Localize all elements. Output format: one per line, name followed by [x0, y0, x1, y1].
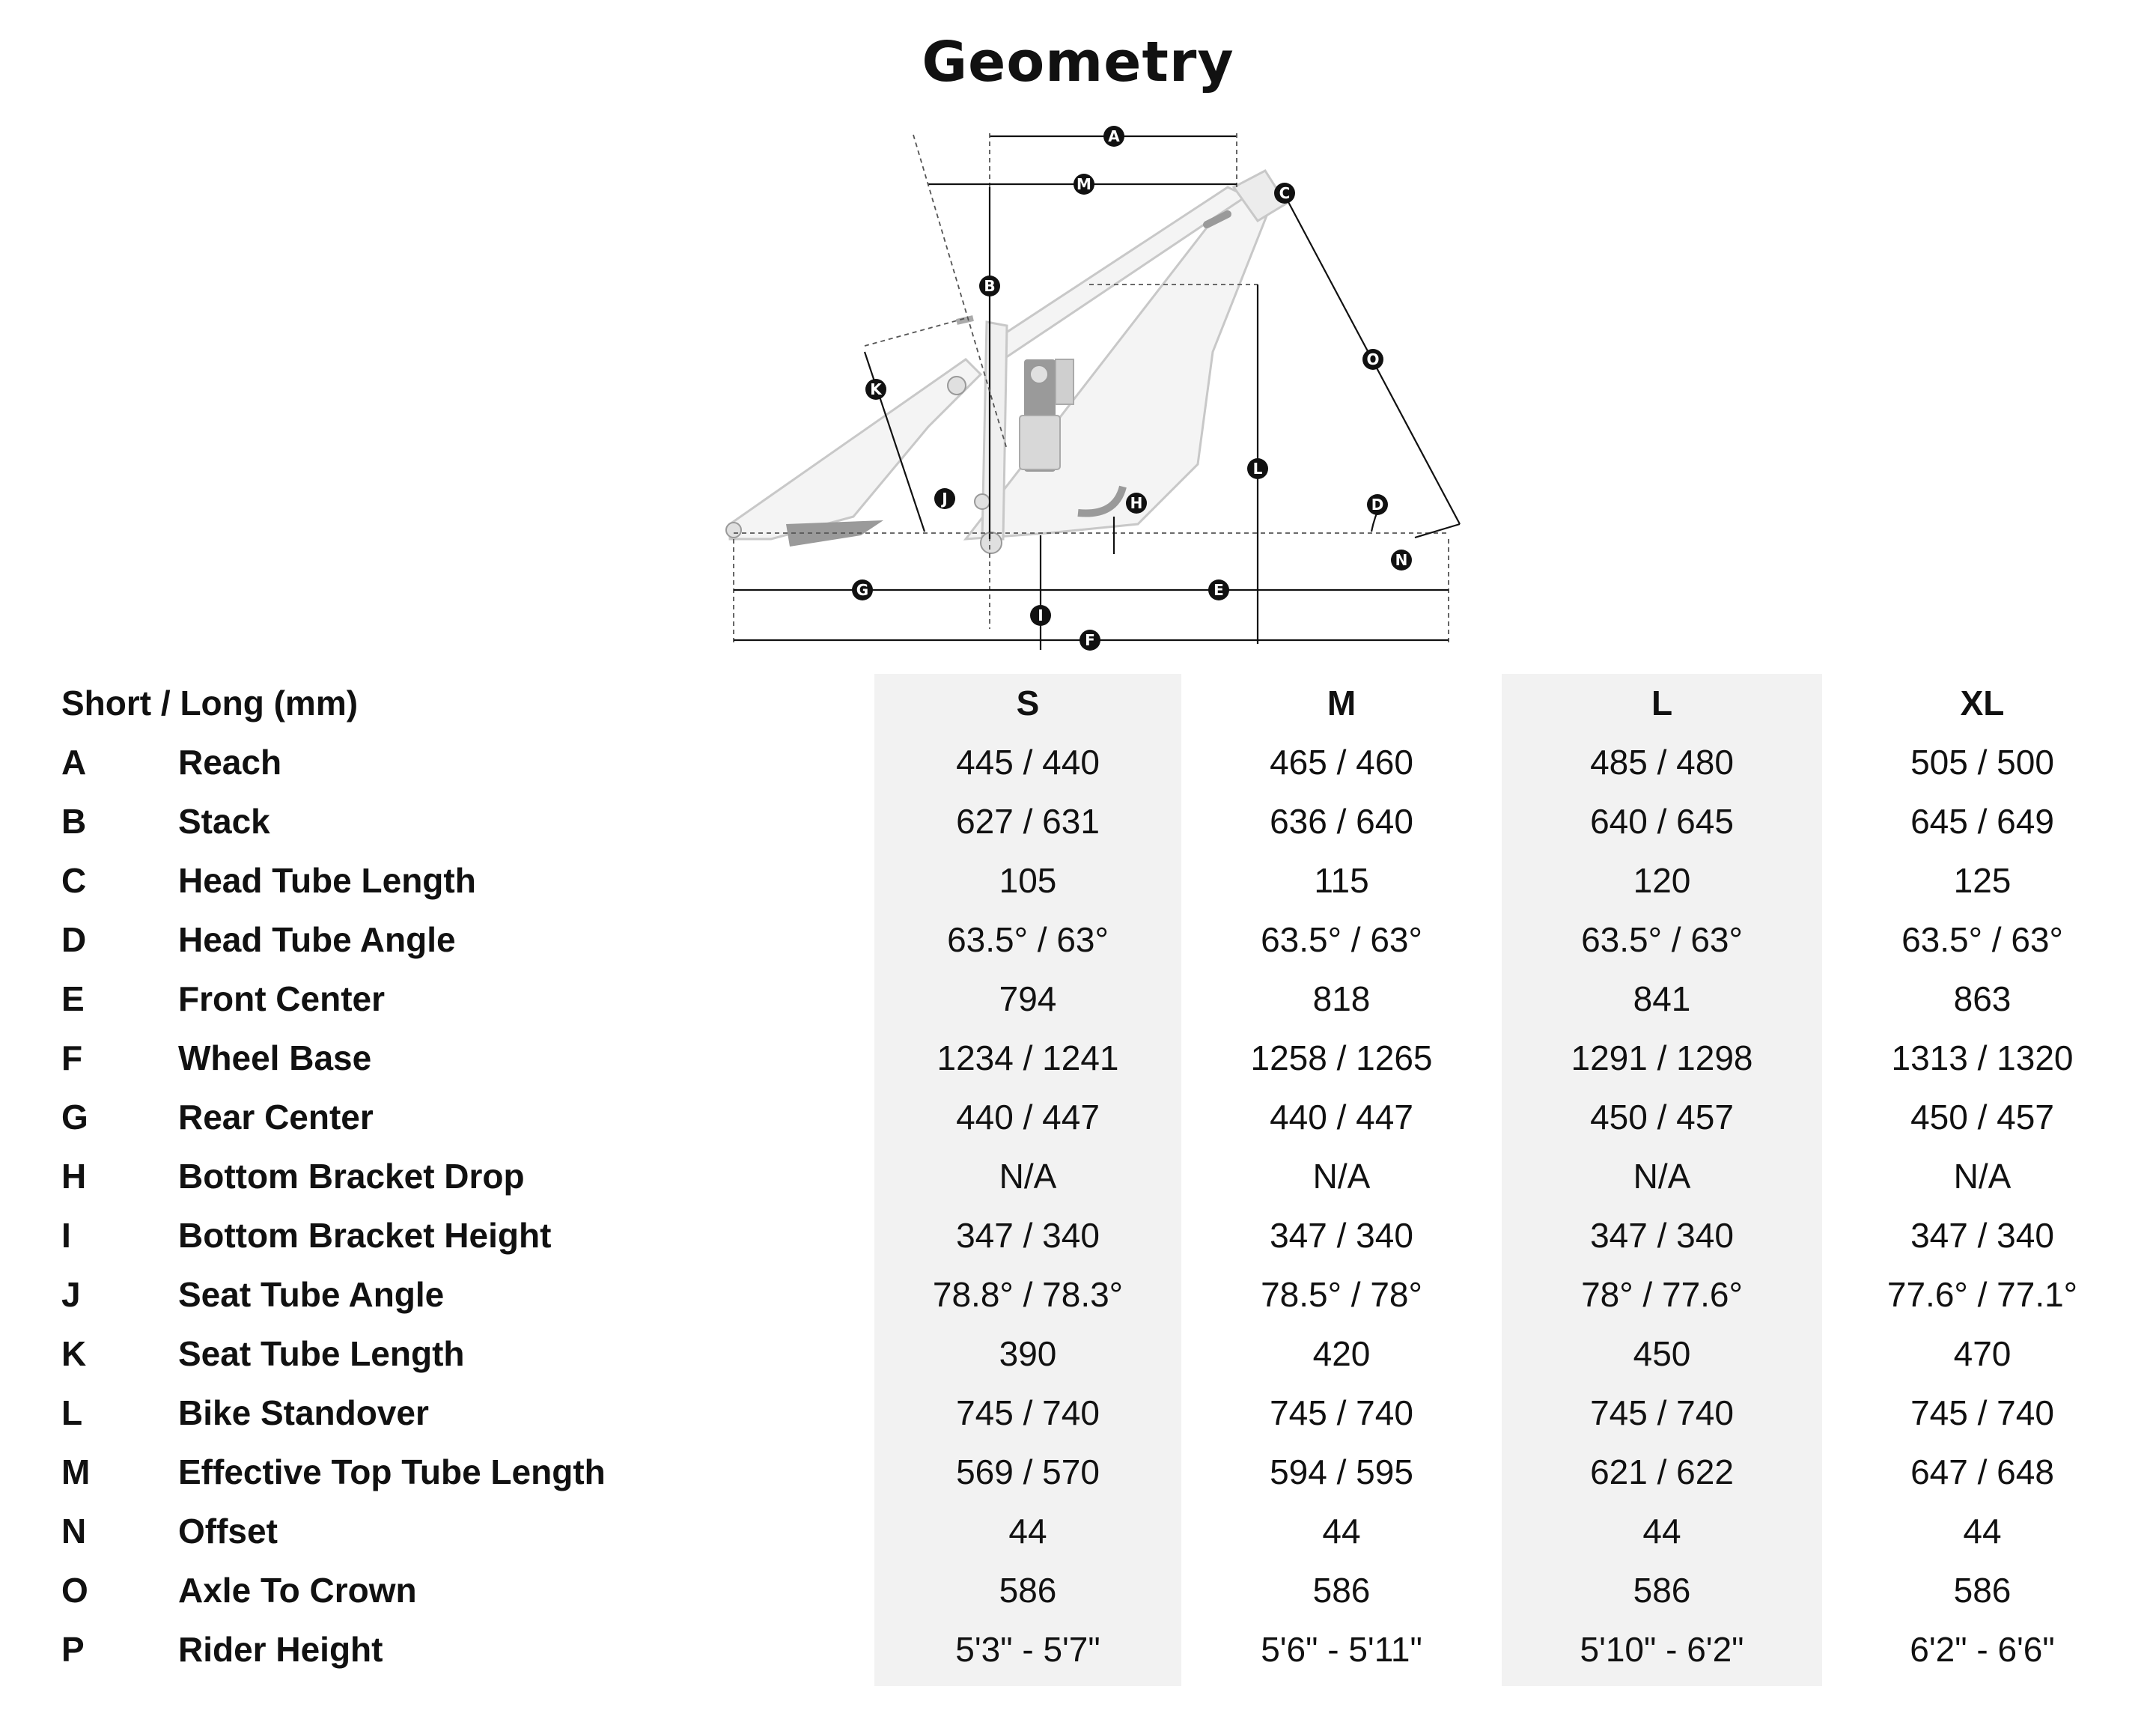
table-row: [0, 1088, 2156, 1147]
page-title: Geometry: [922, 30, 1234, 94]
row-value-m: 594 / 595: [1270, 1452, 1413, 1491]
row-measurement-name: Head Tube Angle: [178, 920, 456, 959]
row-value-l: 621 / 622: [1590, 1452, 1734, 1491]
row-value-l: 44: [1642, 1512, 1681, 1551]
row-letter: I: [61, 1216, 71, 1255]
row-value-s: 5'3" - 5'7": [955, 1630, 1100, 1669]
row-measurement-name: Rider Height: [178, 1630, 383, 1669]
row-value-s: 1234 / 1241: [937, 1038, 1119, 1077]
row-value-s: 63.5° / 63°: [947, 920, 1109, 959]
table-row: [0, 1561, 2156, 1620]
row-measurement-name: Bottom Bracket Drop: [178, 1157, 525, 1196]
row-value-l: 586: [1633, 1571, 1691, 1610]
table-row: [0, 1324, 2156, 1384]
row-letter: M: [61, 1452, 91, 1491]
table-row: [0, 1443, 2156, 1502]
svg-text:O: O: [1366, 350, 1380, 368]
row-value-s: N/A: [999, 1157, 1057, 1196]
row-letter: B: [61, 802, 87, 841]
table-row: [0, 1502, 2156, 1561]
row-measurement-name: Effective Top Tube Length: [178, 1452, 606, 1491]
row-letter: H: [61, 1157, 87, 1196]
row-value-s: 569 / 570: [956, 1452, 1100, 1491]
row-value-s: 794: [999, 979, 1057, 1018]
svg-text:H: H: [1130, 494, 1143, 512]
badge-g-icon: [852, 579, 873, 600]
row-value-xl: N/A: [1953, 1157, 2012, 1196]
row-value-xl: 6'2" - 6'6": [1910, 1630, 2055, 1669]
row-value-l: 450 / 457: [1590, 1098, 1734, 1137]
table-row: [0, 792, 2156, 851]
row-letter: P: [61, 1630, 85, 1669]
row-value-s: 44: [1008, 1512, 1047, 1551]
row-letter: F: [61, 1038, 83, 1077]
svg-text:F: F: [1085, 631, 1095, 649]
row-value-xl: 125: [1953, 861, 2012, 900]
row-letter: A: [61, 743, 87, 782]
badge-a-icon: [1103, 126, 1124, 147]
svg-text:E: E: [1213, 581, 1224, 599]
row-value-m: 440 / 447: [1270, 1098, 1413, 1137]
row-measurement-name: Reach: [178, 743, 282, 782]
badge-i-icon: [1030, 605, 1051, 626]
row-value-xl: 63.5° / 63°: [1901, 920, 2063, 959]
svg-text:I: I: [1038, 606, 1044, 624]
row-measurement-name: Bike Standover: [178, 1393, 429, 1432]
row-value-xl: 347 / 340: [1910, 1216, 2054, 1255]
table-row: [0, 970, 2156, 1029]
bike-frame-illustration: [726, 171, 1286, 553]
badge-h-icon: [1126, 493, 1147, 514]
svg-text:M: M: [1077, 175, 1091, 193]
row-measurement-name: Seat Tube Length: [178, 1334, 465, 1373]
row-letter: J: [61, 1275, 81, 1314]
size-header-l: L: [1651, 684, 1673, 722]
row-value-xl: 647 / 648: [1910, 1452, 2054, 1491]
row-measurement-name: Wheel Base: [178, 1038, 372, 1077]
size-header-s: S: [1016, 684, 1040, 722]
table-row: [0, 1206, 2156, 1265]
row-measurement-name: Offset: [178, 1512, 278, 1551]
table-row: [0, 851, 2156, 910]
row-value-s: 745 / 740: [956, 1393, 1100, 1432]
row-value-s: 78.8° / 78.3°: [932, 1275, 1124, 1314]
row-value-l: 63.5° / 63°: [1581, 920, 1743, 959]
size-header-xl: XL: [1960, 684, 2005, 722]
size-header-m: M: [1327, 684, 1356, 722]
row-measurement-name: Seat Tube Angle: [178, 1275, 445, 1314]
row-value-s: 105: [999, 861, 1057, 900]
badge-b-icon: [979, 276, 1000, 296]
bike-geometry-diagram: [0, 112, 2156, 651]
row-value-s: 586: [999, 1571, 1057, 1610]
svg-text:D: D: [1371, 496, 1384, 514]
row-value-xl: 645 / 649: [1910, 802, 2054, 841]
row-value-l: 78° / 77.6°: [1581, 1275, 1743, 1314]
row-value-l: 120: [1633, 861, 1691, 900]
row-value-m: 44: [1322, 1512, 1361, 1551]
row-measurement-name: Rear Center: [178, 1098, 374, 1137]
row-letter: G: [61, 1098, 88, 1137]
row-value-l: 1291 / 1298: [1571, 1038, 1753, 1077]
svg-text:A: A: [1108, 127, 1120, 145]
row-value-m: 586: [1312, 1571, 1371, 1610]
row-letter: N: [61, 1512, 87, 1551]
table-header-row: [0, 674, 2156, 733]
svg-text:G: G: [856, 581, 869, 599]
row-value-l: 745 / 740: [1590, 1393, 1734, 1432]
row-letter: D: [61, 920, 87, 959]
row-value-xl: 77.6° / 77.1°: [1886, 1275, 2078, 1314]
row-letter: O: [61, 1571, 88, 1610]
badge-n-icon: [1391, 550, 1412, 571]
table-row: [0, 1620, 2156, 1679]
row-measurement-name: Bottom Bracket Height: [178, 1216, 552, 1255]
row-value-xl: 745 / 740: [1910, 1393, 2054, 1432]
row-value-xl: 505 / 500: [1910, 743, 2054, 782]
svg-text:B: B: [984, 277, 996, 295]
table-header-label: Short / Long (mm): [61, 684, 359, 722]
badge-o-icon: [1362, 349, 1383, 370]
row-measurement-name: Axle To Crown: [178, 1571, 417, 1610]
row-letter: K: [61, 1334, 87, 1373]
table-row: [0, 733, 2156, 792]
row-value-l: 640 / 645: [1590, 802, 1734, 841]
svg-text:C: C: [1279, 184, 1291, 202]
row-value-xl: 586: [1953, 1571, 2012, 1610]
row-value-l: 450: [1633, 1334, 1691, 1373]
row-value-m: 63.5° / 63°: [1261, 920, 1422, 959]
row-value-m: 5'6" - 5'11": [1261, 1630, 1422, 1669]
badge-m-icon: [1074, 174, 1094, 195]
row-value-s: 440 / 447: [956, 1098, 1100, 1137]
row-value-l: 841: [1633, 979, 1691, 1018]
row-value-s: 390: [999, 1334, 1057, 1373]
row-value-m: 347 / 340: [1270, 1216, 1413, 1255]
row-value-m: N/A: [1312, 1157, 1371, 1196]
row-value-xl: 44: [1963, 1512, 2002, 1551]
row-measurement-name: Front Center: [178, 979, 385, 1018]
row-value-l: 5'10" - 6'2": [1580, 1630, 1744, 1669]
row-measurement-name: Head Tube Length: [178, 861, 476, 900]
row-value-l: 347 / 340: [1590, 1216, 1734, 1255]
row-value-xl: 450 / 457: [1910, 1098, 2054, 1137]
row-value-m: 420: [1312, 1334, 1371, 1373]
svg-text:N: N: [1395, 551, 1408, 569]
row-value-m: 1258 / 1265: [1250, 1038, 1433, 1077]
row-letter: L: [61, 1393, 83, 1432]
row-value-s: 445 / 440: [956, 743, 1100, 782]
badge-j-icon: [934, 488, 955, 509]
row-measurement-name: Stack: [178, 802, 270, 841]
svg-text:K: K: [870, 380, 882, 398]
row-value-xl: 470: [1953, 1334, 2012, 1373]
row-value-s: 347 / 340: [956, 1216, 1100, 1255]
table-row: [0, 1265, 2156, 1324]
table-row: [0, 1384, 2156, 1443]
row-value-m: 745 / 740: [1270, 1393, 1413, 1432]
badge-l-icon: [1247, 458, 1268, 479]
svg-text:J: J: [942, 490, 948, 508]
row-value-m: 465 / 460: [1270, 743, 1413, 782]
row-value-l: 485 / 480: [1590, 743, 1734, 782]
table-row: [0, 1029, 2156, 1088]
row-value-m: 78.5° / 78°: [1261, 1275, 1422, 1314]
badge-e-icon: [1208, 579, 1229, 600]
row-value-m: 818: [1312, 979, 1371, 1018]
row-value-m: 115: [1314, 861, 1369, 900]
row-value-l: N/A: [1633, 1157, 1691, 1196]
row-value-xl: 863: [1953, 979, 2012, 1018]
svg-text:L: L: [1252, 460, 1263, 478]
badge-c-icon: [1274, 183, 1295, 204]
row-letter: E: [61, 979, 85, 1018]
badge-k-icon: [865, 379, 886, 400]
row-value-m: 636 / 640: [1270, 802, 1413, 841]
row-letter: C: [61, 861, 87, 900]
row-value-xl: 1313 / 1320: [1891, 1038, 2074, 1077]
table-row: [0, 1147, 2156, 1206]
row-value-s: 627 / 631: [956, 802, 1100, 841]
badge-f-icon: [1079, 630, 1100, 651]
badge-d-icon: [1367, 494, 1388, 515]
table-row: [0, 910, 2156, 970]
